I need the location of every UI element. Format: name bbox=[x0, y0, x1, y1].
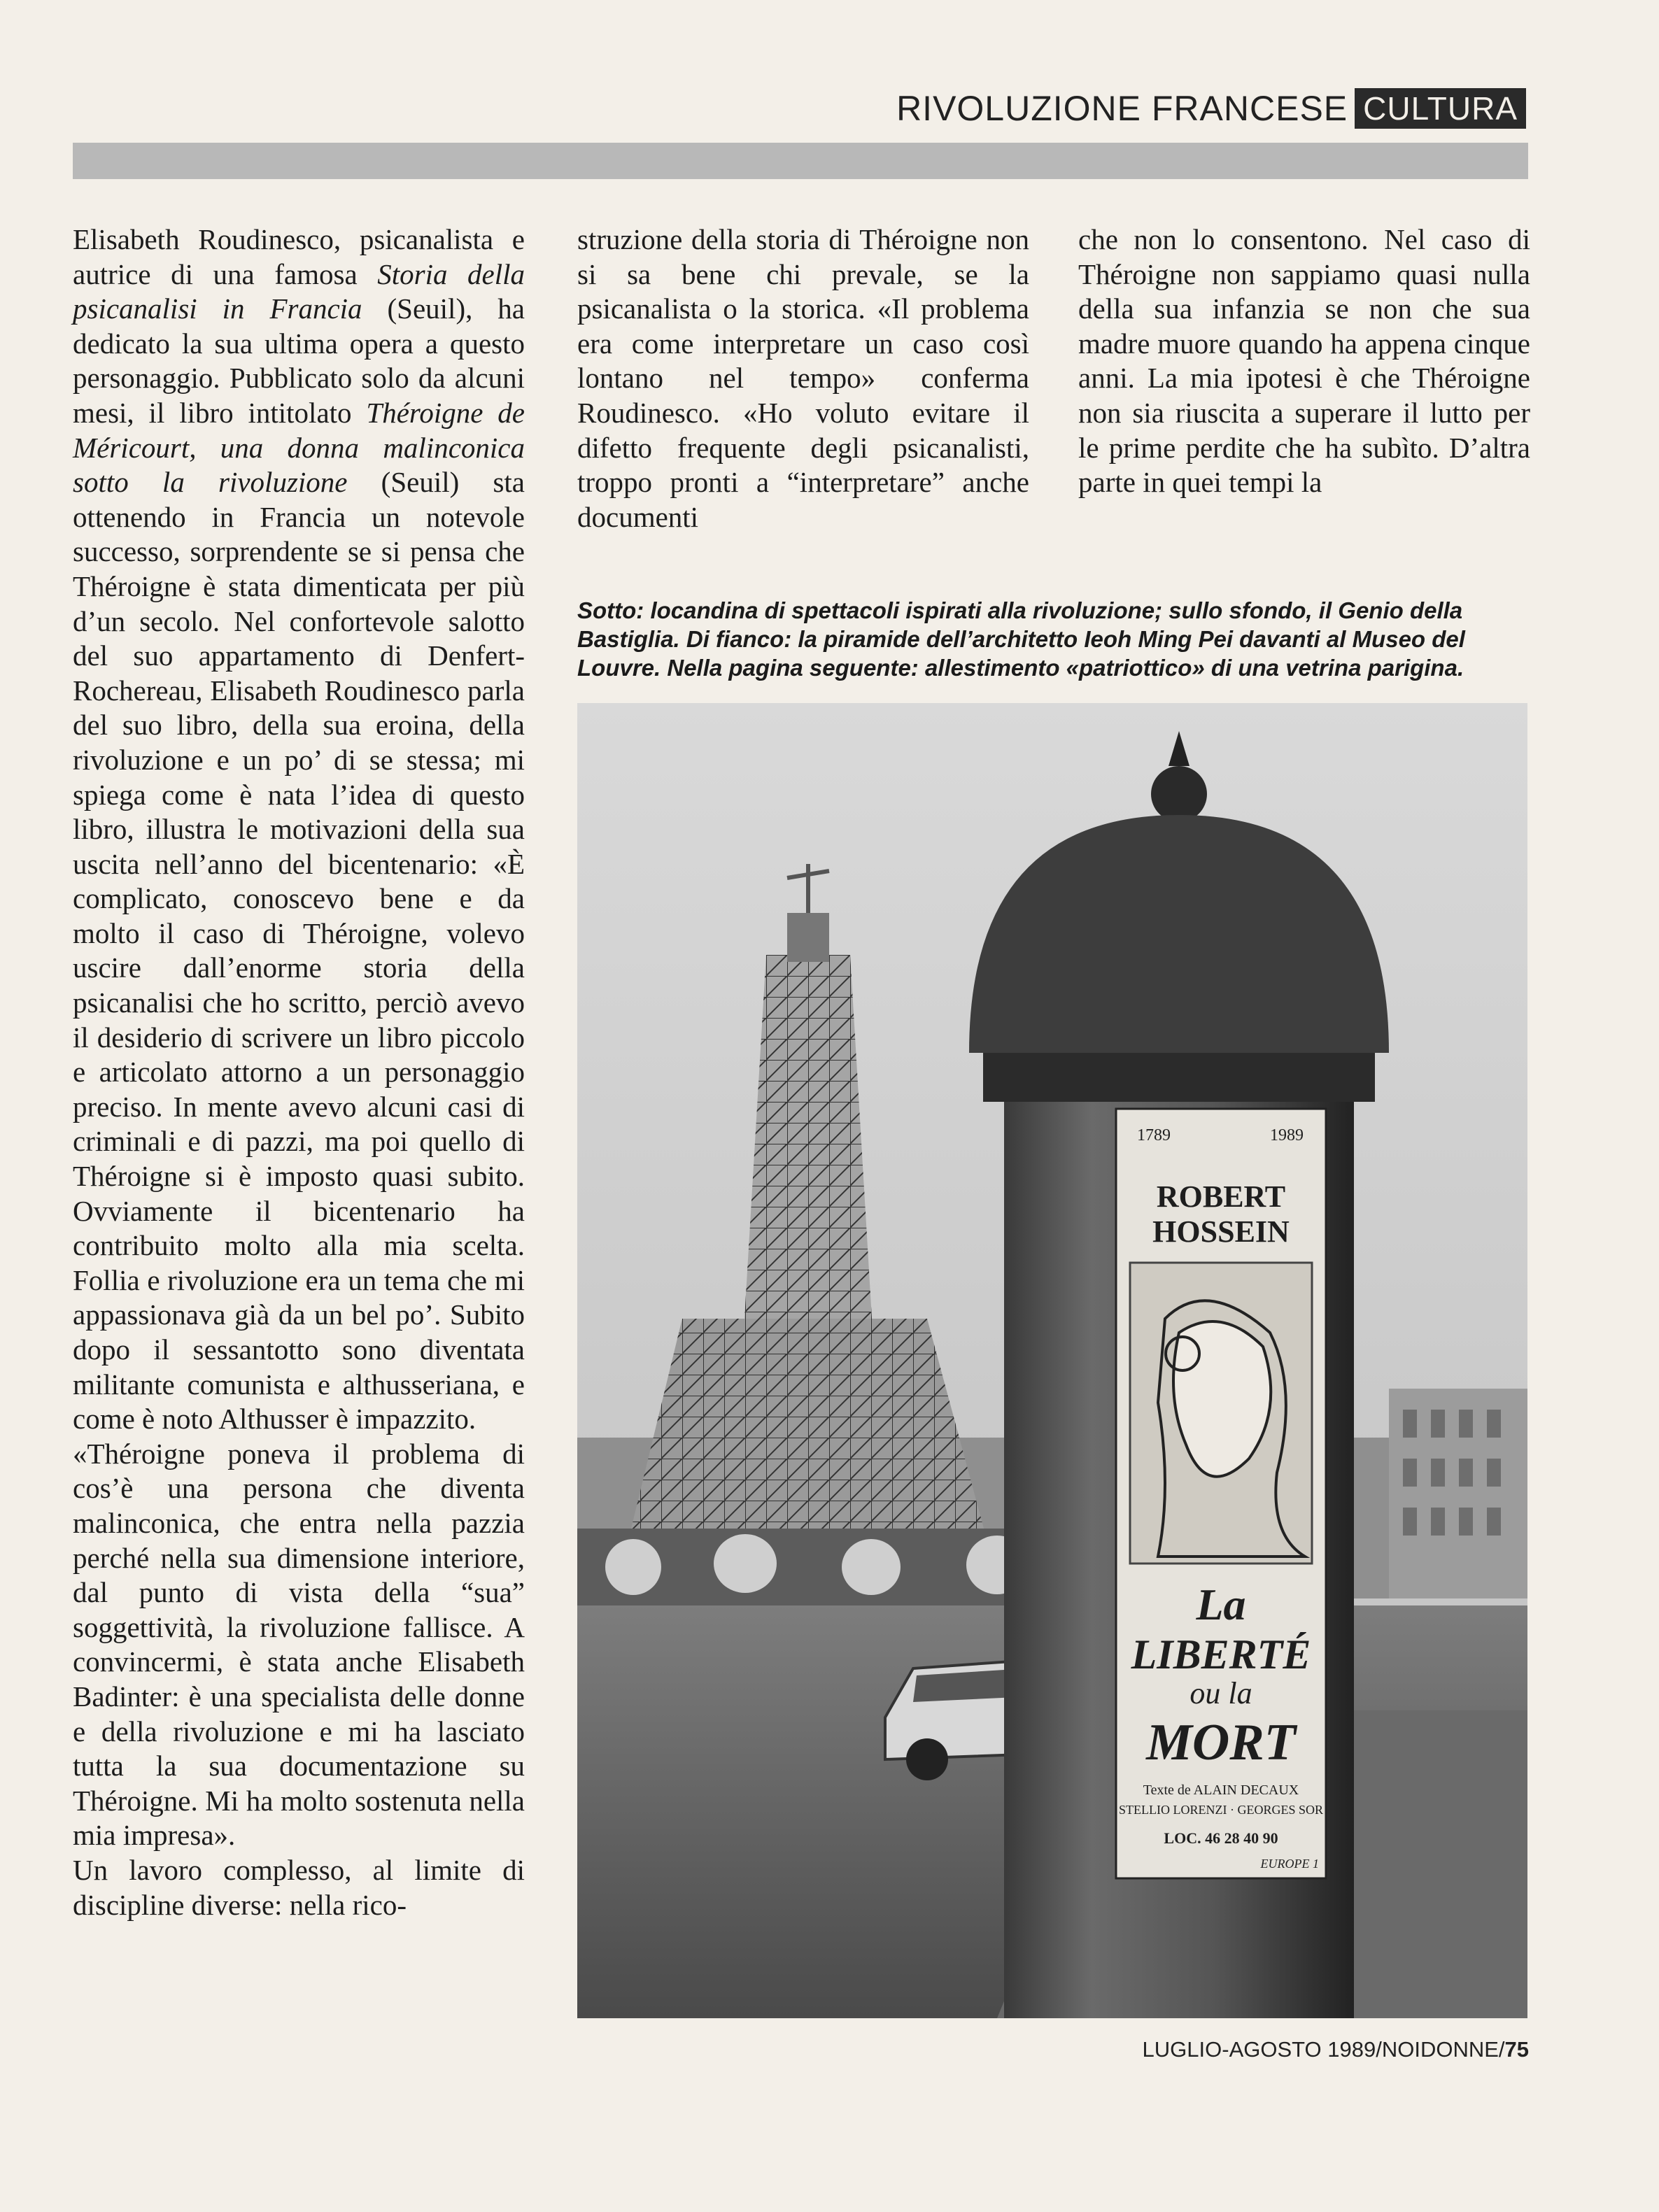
poster-credit-line1: Texte de ALAIN DECAUX bbox=[1143, 1782, 1299, 1798]
paragraph: struzione della storia di Théroigne non si sa bene chi prevale, se la psicanalista o la storica. «Il problema era come interpretare un caso così lontano nel tempo» conferma Roudinesco. «Ho voluto evitare il difetto frequente degli psicanalisti, troppo pronti a “interpretare” anche documenti bbox=[577, 223, 1029, 533]
poster-phone: LOC. 46 28 40 90 bbox=[1164, 1829, 1278, 1847]
poster-year-left: 1789 bbox=[1137, 1126, 1171, 1144]
paragraph bbox=[73, 222, 525, 1437]
issue-info: LUGLIO-AGOSTO 1989/NOIDONNE/ bbox=[1142, 2037, 1505, 2062]
poster-title-line1: La bbox=[1196, 1580, 1246, 1629]
page-number: 75 bbox=[1504, 2037, 1529, 2062]
section-title: RIVOLUZIONE FRANCESE bbox=[896, 89, 1348, 128]
photo-caption: Sotto: locandina di spettacoli ispirati alla rivoluzione; sullo sfondo, il Genio della Bastiglia. Di fianco: la piramide dell’architetto Ieoh Ming Pei davanti al Museo del Louvre. Nella pagina seguente: allestimento «patriottico» di una vetrina parigina. bbox=[577, 597, 1465, 681]
page-footer bbox=[1143, 2037, 1529, 2062]
book-title-italic: Storia della psicanalisi in Francia bbox=[73, 257, 525, 325]
photo-bastille-poster-column bbox=[577, 703, 1527, 2018]
poster-title-line3: ou la bbox=[1189, 1676, 1252, 1710]
photo-illustration bbox=[577, 703, 1527, 2018]
poster-credit-line2: STELLIO LORENZI · GEORGES SOR bbox=[1119, 1803, 1323, 1817]
section-header bbox=[896, 88, 1526, 129]
article-column-3 bbox=[1078, 222, 1530, 500]
poster-year-right: 1989 bbox=[1270, 1126, 1304, 1144]
poster-title-line2: LIBERTÉ bbox=[1131, 1631, 1311, 1678]
text-run: Elisabeth Roudinesco, psicanalista e autrice di una famosa bbox=[73, 223, 525, 290]
morris-column bbox=[969, 731, 1389, 2018]
poster-name-line1: ROBERT bbox=[1156, 1179, 1286, 1214]
text-run: (Seuil) sta ottenendo in Francia un notevole successo, sorprendente se si pensa che Théroigne è stata dimenticata per più d’un secolo. Nel confortevole salotto del suo appartamento di Denfert-Rochereau, Elisabeth Roudinesco parla del suo libro, della sua eroina, della rivoluzione e un po’ di se stessa; mi spiega come è nata l’idea di questo libro, illustra le motivazioni della sua uscita nell’anno del bicentenario: «È complicato, conoscevo bene e da molto il caso di Théroigne, volevo uscire dall’enorme storia della psicanalisi che ho scritto, perciò avevo il desiderio di scrivere un libro piccolo e articolato attorno a un personaggio preciso. In mente avevo alcuni casi di criminali e di pazzi, ma poi quello di Théroigne si è imposto quasi subito. Ovviamente il bicentenario ha contribuito molto alla mia scelta. Follia e rivoluzione era un tema che mi appassionava già da un bel po’. Subito dopo il sessantotto sono diventata militante comunista e althusseriana, e come è noto Althusser è impazzito. bbox=[73, 466, 525, 1435]
article-column-1 bbox=[73, 222, 525, 1922]
paragraph: Un lavoro complesso, al limite di discipline diverse: nella rico- bbox=[73, 1853, 525, 1921]
book-title-italic: Théroigne de Méricourt, una donna malinconica sotto la rivoluzione bbox=[73, 396, 525, 499]
text-run: (Seuil), ha dedicato la sua ultima opera a questo personaggio. Pubblicato solo da alcuni mesi, il libro intitolato bbox=[73, 292, 525, 429]
header-rule bbox=[73, 143, 1528, 179]
article-column-2 bbox=[577, 222, 1029, 534]
poster-title-line4: MORT bbox=[1146, 1714, 1296, 1771]
paragraph: che non lo consentono. Nel caso di Théroigne non sappiamo quasi nulla della sua infanzia se non che sua madre muore quando ha appena cinque anni. La mia ipotesi è che Théroigne non sia riuscita a superare il lutto per le prime perdite che ha subìto. D’altra parte in quei tempi la bbox=[1078, 223, 1530, 499]
paragraph: «Théroigne poneva il problema di cos’è una persona che diventa malinconica, che entra nella pazzia perché nella sua dimensione interiore, dal punto di vista della “sua” soggettività, la rivoluzione fallisce. A convincermi, è stata anche Elisabeth Badinter: è una specialista delle donne e della rivoluzione e mi ha lasciato tutta la sua documentazione su Théroigne. Mi ha molto sostenuta nella mia impresa». bbox=[73, 1437, 525, 1852]
poster-sponsor: EUROPE 1 bbox=[1260, 1857, 1319, 1871]
section-tag: CULTURA bbox=[1355, 88, 1526, 129]
poster-name-line2: HOSSEIN bbox=[1152, 1214, 1290, 1249]
